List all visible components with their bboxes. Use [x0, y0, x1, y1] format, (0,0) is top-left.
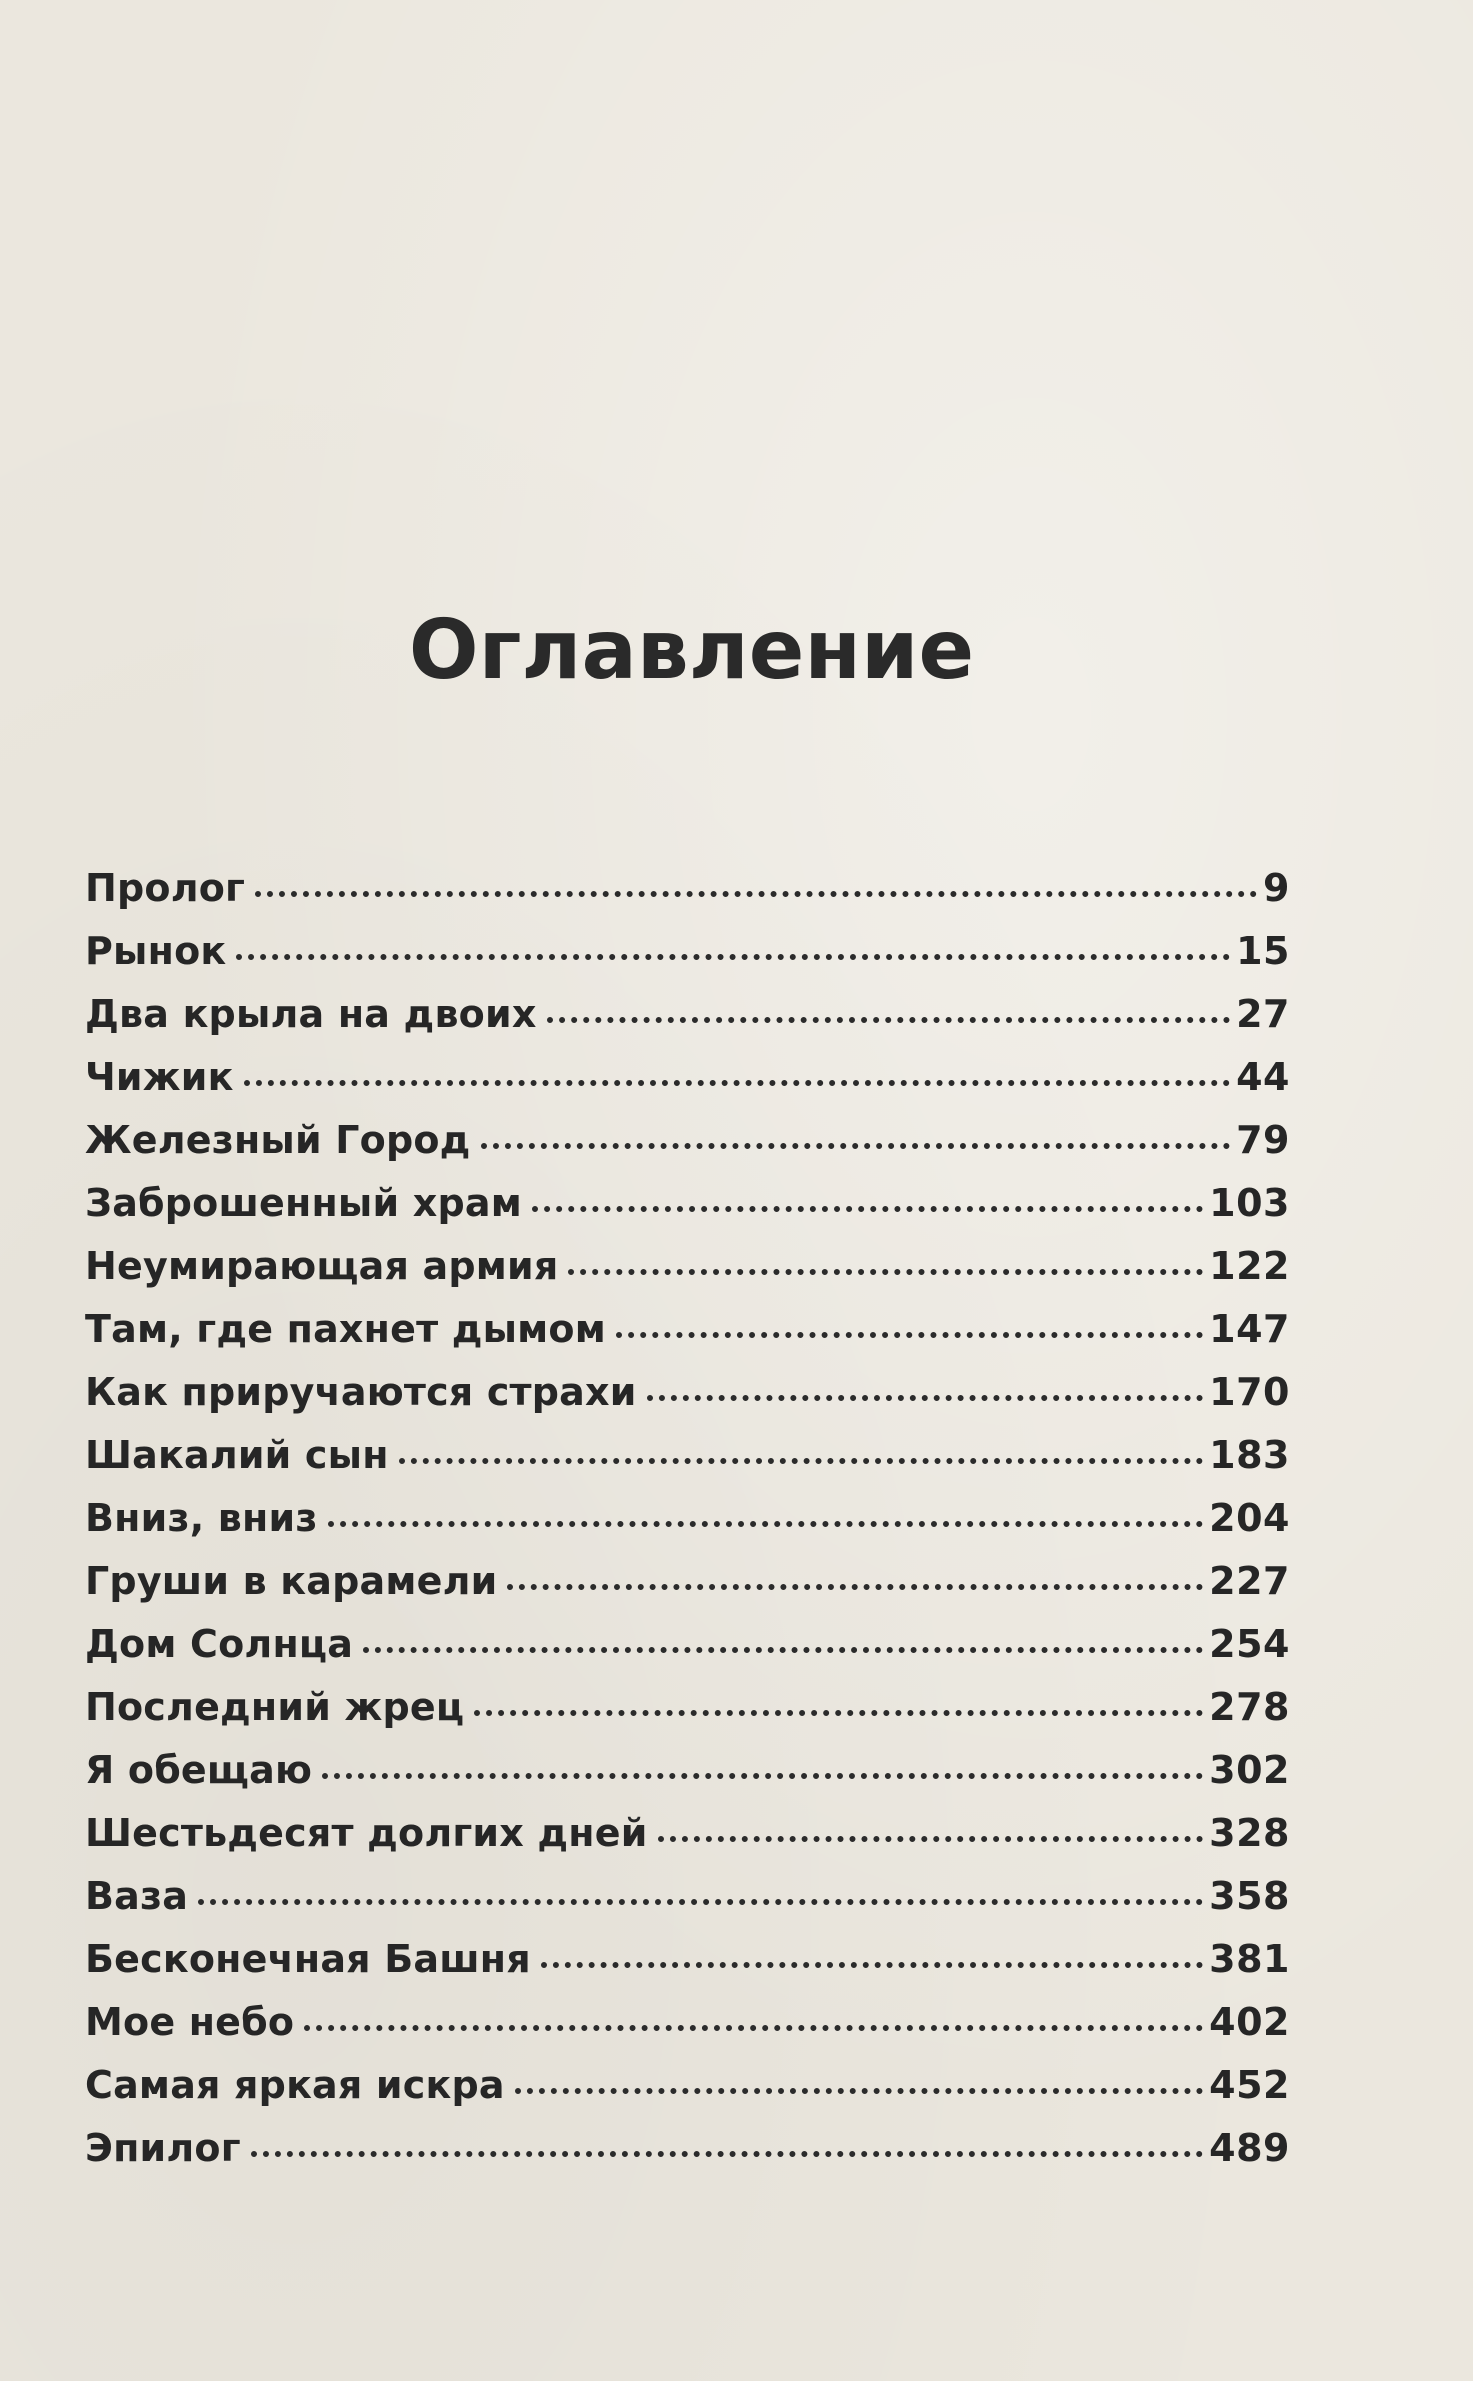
toc-entry-label: Два крыла на двоих [85, 992, 537, 1036]
toc-entry [85, 1433, 1290, 1496]
toc-entry [85, 1055, 1290, 1118]
dot-leader [507, 1584, 1203, 1590]
toc-entry-label: Я обещаю [85, 1748, 313, 1792]
dot-leader [244, 1080, 1231, 1086]
toc-entry [85, 1496, 1290, 1559]
dot-leader [251, 2151, 1203, 2157]
toc-entry [85, 2000, 1290, 2063]
toc-entry-page: 302 [1209, 1748, 1290, 1792]
toc-entry-page: 170 [1209, 1370, 1290, 1414]
dot-leader [474, 1710, 1203, 1716]
toc-entry-label: Бесконечная Башня [85, 1937, 531, 1981]
toc-entry-page: 15 [1236, 929, 1290, 973]
toc-entry [85, 1685, 1290, 1748]
page-title: Оглавление [408, 602, 975, 698]
toc-entry-page: 204 [1209, 1496, 1290, 1540]
dot-leader [304, 2025, 1203, 2031]
toc-entry-page: 103 [1209, 1181, 1290, 1225]
toc-entry-page: 122 [1209, 1244, 1290, 1288]
toc-entry [85, 1181, 1290, 1244]
dot-leader [328, 1521, 1204, 1527]
toc-entry-page: 9 [1263, 866, 1290, 910]
toc-entry [85, 2126, 1290, 2189]
toc-entry-label: Самая яркая искра [85, 2063, 505, 2107]
dot-leader [616, 1332, 1203, 1338]
dot-leader [322, 1773, 1203, 1779]
toc-entry-page: 328 [1209, 1811, 1290, 1855]
toc-entry-label: Пролог [85, 866, 246, 910]
toc-entry [85, 866, 1290, 929]
toc-entry-label: Как приручаются страхи [85, 1370, 637, 1414]
dot-leader [541, 1962, 1203, 1968]
toc-entry [85, 1370, 1290, 1433]
toc-entry-page: 227 [1209, 1559, 1290, 1603]
toc-entry [85, 1748, 1290, 1811]
dot-leader [255, 891, 1257, 897]
toc-entry [85, 1811, 1290, 1874]
toc-entry-label: Рынок [85, 929, 227, 973]
toc-entry-page: 278 [1209, 1685, 1290, 1729]
toc-entry-label: Дом Солнца [85, 1622, 354, 1666]
dot-leader [532, 1206, 1203, 1212]
toc-entry [85, 1307, 1290, 1370]
dot-leader [568, 1269, 1203, 1275]
toc-entry-page: 254 [1209, 1622, 1290, 1666]
dot-leader [547, 1017, 1231, 1023]
toc-entry-page: 381 [1209, 1937, 1290, 1981]
dot-leader [658, 1836, 1204, 1842]
toc-entry [85, 1559, 1290, 1622]
toc-entry-label: Шакалий сын [85, 1433, 389, 1477]
toc-entry [85, 1244, 1290, 1307]
dot-leader [515, 2088, 1203, 2094]
toc-entry-label: Неумирающая армия [85, 1244, 559, 1288]
toc-entry-page: 183 [1209, 1433, 1290, 1477]
toc-entry [85, 1622, 1290, 1685]
toc-entry-label: Эпилог [85, 2126, 241, 2170]
toc-entry-label: Ваза [85, 1874, 189, 1918]
toc-entry-label: Шестьдесят долгих дней [85, 1811, 648, 1855]
toc-entry-label: Железный Город [85, 1118, 471, 1162]
toc-entry-label: Груши в карамели [85, 1559, 498, 1603]
dot-leader [481, 1143, 1231, 1149]
toc-entry-page: 452 [1209, 2063, 1290, 2107]
toc-entry [85, 992, 1290, 1055]
toc-entry-label: Мое небо [85, 2000, 295, 2044]
toc-entry-label: Там, где пахнет дымом [85, 1307, 607, 1351]
toc-entry [85, 1937, 1290, 2000]
toc-entry-label: Заброшенный храм [85, 1181, 522, 1225]
toc-entry [85, 1118, 1290, 1181]
toc-entry-page: 79 [1236, 1118, 1290, 1162]
toc-entry-label: Вниз, вниз [85, 1496, 318, 1540]
table-of-contents [85, 866, 1290, 2189]
toc-entry-page: 358 [1209, 1874, 1290, 1918]
toc-entry-label: Чижик [85, 1055, 234, 1099]
toc-entry [85, 1874, 1290, 1937]
toc-entry [85, 929, 1290, 992]
toc-entry-page: 44 [1236, 1055, 1290, 1099]
dot-leader [236, 954, 1230, 960]
toc-entry-page: 489 [1209, 2126, 1290, 2170]
dot-leader [198, 1899, 1203, 1905]
dot-leader [399, 1458, 1203, 1464]
dot-leader [647, 1395, 1204, 1401]
toc-entry-page: 27 [1236, 992, 1290, 1036]
toc-entry-page: 402 [1209, 2000, 1290, 2044]
toc-entry-label: Последний жрец [85, 1685, 465, 1729]
toc-entry-page: 147 [1209, 1307, 1290, 1351]
dot-leader [363, 1647, 1203, 1653]
toc-entry [85, 2063, 1290, 2126]
